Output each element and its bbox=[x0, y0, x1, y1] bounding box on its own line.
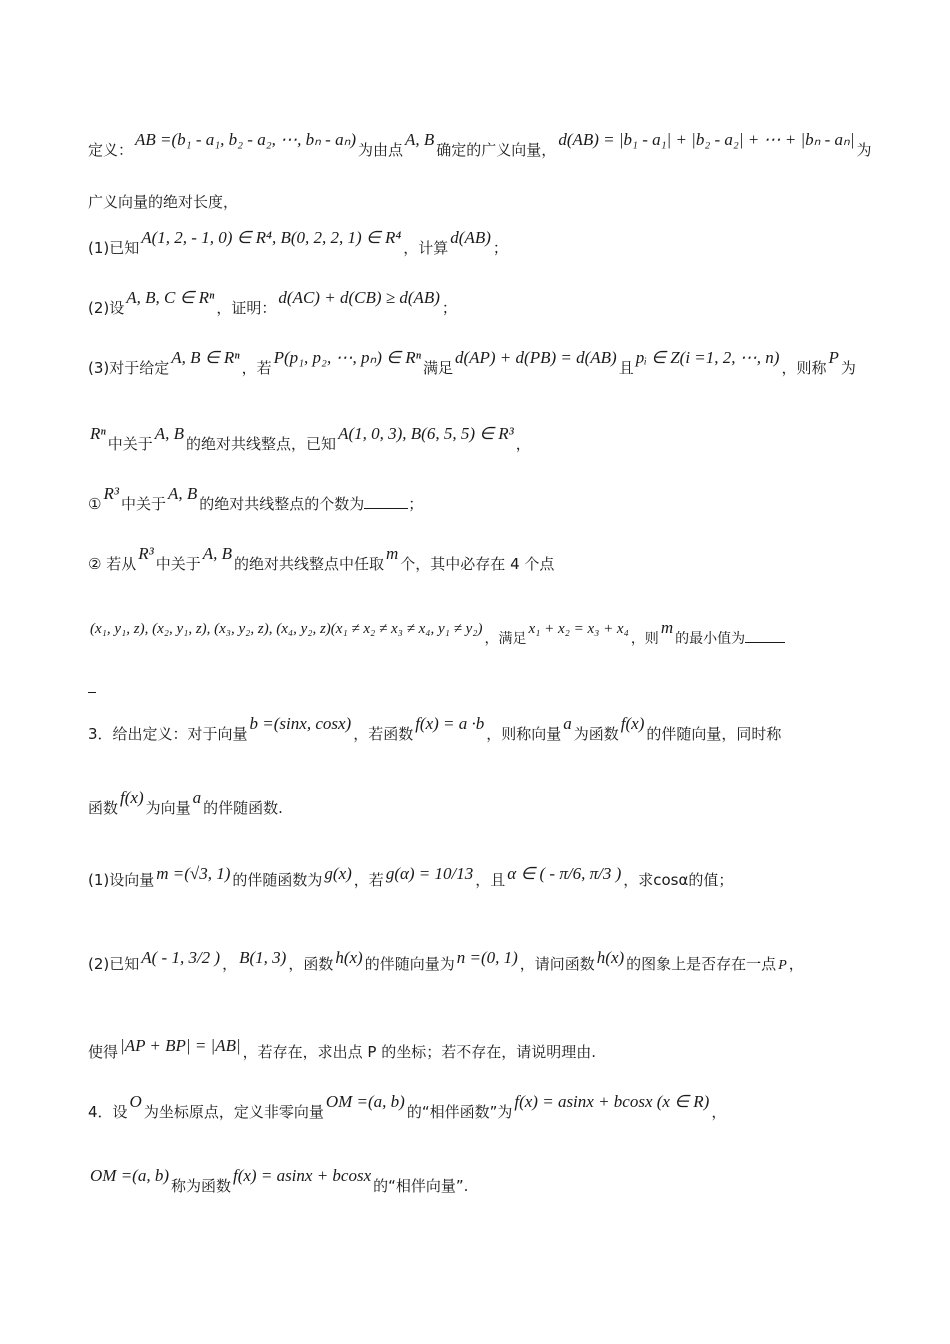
math: R³ bbox=[138, 544, 154, 563]
math: Rⁿ bbox=[90, 424, 106, 443]
text: ，若函数 bbox=[353, 725, 414, 743]
math-set: A, B, C ∈ Rⁿ bbox=[126, 288, 215, 307]
text: 的“相伴向量”. bbox=[373, 1177, 469, 1195]
text: 中关于 bbox=[107, 435, 153, 453]
question-3-part-1 bbox=[88, 484, 880, 516]
text: 且 bbox=[618, 359, 634, 377]
text: 的伴随向量，同时称 bbox=[646, 725, 782, 743]
math-fraction: g(α) = 10/13 bbox=[385, 864, 474, 883]
math: f(x) = a ·b bbox=[415, 714, 485, 733]
text: ， bbox=[711, 1103, 727, 1121]
text: 的绝对共线整点，已知 bbox=[186, 435, 337, 453]
math: R³ bbox=[103, 484, 119, 503]
math: B(1, 3) bbox=[239, 948, 287, 967]
problem-3-question-2 bbox=[88, 948, 880, 978]
problem-3-continuation bbox=[88, 788, 880, 820]
math: a bbox=[192, 788, 202, 807]
text: ， bbox=[222, 955, 238, 973]
text: 为 bbox=[840, 359, 856, 377]
text: ； bbox=[492, 239, 508, 257]
math-points: A, B bbox=[405, 130, 435, 149]
answer-blank bbox=[745, 628, 785, 643]
math: A, B ∈ Rⁿ bbox=[171, 348, 240, 367]
math: d(AP) + d(PB) = d(AB) bbox=[454, 348, 617, 367]
text: 的伴随函数. bbox=[203, 799, 283, 817]
answer-blank-tail bbox=[88, 678, 96, 693]
problem-lead: 3．给出定义：对于向量 bbox=[88, 725, 248, 743]
text: 的绝对共线整点中任取 bbox=[234, 555, 385, 573]
text: 中关于 bbox=[155, 555, 201, 573]
text: ，若存在，求出点 P 的坐标；若不存在，请说明理由. bbox=[242, 1043, 597, 1061]
math-absolute-length: d(AB) = |b₁ - a₁| + |b₂ - a₂| + ⋯ + |bₙ - aₙ| bbox=[558, 130, 855, 149]
math: b =(sinx, cosx) bbox=[249, 714, 352, 733]
text: 的绝对共线整点的个数为 bbox=[199, 495, 365, 513]
math: OM =(a, b) bbox=[90, 1166, 169, 1185]
math: h(x) bbox=[596, 948, 625, 967]
text: ； bbox=[441, 299, 457, 317]
math: f(x) bbox=[620, 714, 645, 733]
question-lead: (2)设 bbox=[88, 299, 125, 317]
answer-blank bbox=[364, 494, 408, 509]
question-3-part-2 bbox=[88, 544, 880, 576]
math: m =(√3, 1) bbox=[156, 864, 231, 883]
problem-3 bbox=[88, 714, 880, 746]
math: P bbox=[828, 348, 839, 367]
text: 为坐标原点，定义非零向量 bbox=[143, 1103, 324, 1121]
math: m bbox=[660, 618, 674, 637]
math: pᵢ ∈ Z(i =1, 2, ⋯, n) bbox=[635, 348, 780, 367]
problem-4 bbox=[88, 1092, 880, 1124]
circled-number: ① bbox=[88, 495, 102, 513]
math: f(x) = asinx + bcosx (x ∈ R) bbox=[514, 1092, 710, 1111]
math: f(x) = asinx + bcosx bbox=[233, 1166, 372, 1185]
question-2 bbox=[88, 288, 880, 320]
text: ，函数 bbox=[288, 955, 334, 973]
text: 使得 bbox=[88, 1043, 119, 1061]
text: 为函数 bbox=[573, 725, 619, 743]
text: ，计算 bbox=[403, 239, 449, 257]
math: a bbox=[563, 714, 572, 733]
problem-4-continuation bbox=[88, 1166, 880, 1198]
text: ，则称 bbox=[781, 359, 827, 377]
text: 中关于 bbox=[120, 495, 166, 513]
math-points-given: A(1, 2, - 1, 0) ∈ R⁴, B(0, 2, 2, 1) ∈ R⁴ bbox=[141, 228, 402, 247]
text: ，若 bbox=[353, 871, 384, 889]
text: 称为函数 bbox=[170, 1177, 231, 1195]
circled-number: ② 若从 bbox=[88, 555, 137, 573]
text: ，证明： bbox=[216, 299, 277, 317]
math: A, B bbox=[154, 424, 185, 443]
math: A( - 1, 3/2 ) bbox=[141, 948, 221, 967]
problem-3-question-2-continuation bbox=[88, 1036, 880, 1064]
question-lead: (3)对于给定 bbox=[88, 359, 170, 377]
text: ，请问函数 bbox=[519, 955, 595, 973]
text: ， bbox=[515, 435, 531, 453]
math-points-list: (x₁, y₁, z), (x₂, y₁, z), (x₃, y₂, z), (x₄, y₂, z)(x₁ ≠ x₂ ≠ x₃ ≠ x₄, y₁ ≠ y₂) bbox=[90, 621, 483, 637]
blank-continuation bbox=[88, 676, 880, 700]
text: 广义向量的绝对长度， bbox=[88, 193, 239, 211]
text: ，若 bbox=[241, 359, 272, 377]
question-3 bbox=[88, 348, 880, 380]
definition-continuation bbox=[88, 190, 880, 214]
question-lead: (2)已知 bbox=[88, 955, 140, 973]
question-3-continuation bbox=[88, 424, 880, 456]
text: 的伴随函数为 bbox=[232, 871, 323, 889]
math: |AP + BP| = |AB| bbox=[120, 1036, 241, 1055]
math: A, B bbox=[167, 484, 198, 503]
text: 为 bbox=[856, 141, 872, 159]
math: h(x) bbox=[335, 948, 363, 967]
text: 函数 bbox=[88, 799, 119, 817]
math: P bbox=[778, 958, 787, 973]
definition-lead: 定义： bbox=[88, 141, 134, 159]
text: ； bbox=[408, 495, 424, 513]
text: ，且 bbox=[475, 871, 506, 889]
problem-3-question-1 bbox=[88, 864, 880, 892]
math: m bbox=[386, 544, 399, 563]
definition-line bbox=[88, 130, 880, 162]
math: n =(0, 1) bbox=[456, 948, 518, 967]
text: 确定的广义向量， bbox=[436, 141, 557, 159]
math: A(1, 0, 3), B(6, 5, 5) ∈ R³ bbox=[338, 424, 514, 443]
text: ，则称向量 bbox=[486, 725, 562, 743]
text: 的“相伴函数”为 bbox=[406, 1103, 513, 1121]
text: 个，其中必存在 4 个点 bbox=[400, 555, 555, 573]
text: ， bbox=[788, 955, 804, 973]
text: ，则 bbox=[630, 631, 659, 647]
math-interval: α ∈ ( - π/6, π/3 ) bbox=[507, 864, 622, 883]
text: ，满足 bbox=[484, 631, 527, 647]
math: x₁ + x₂ = x₃ + x₄ bbox=[528, 621, 629, 637]
math: OM =(a, b) bbox=[325, 1092, 405, 1111]
math: f(x) bbox=[120, 788, 144, 807]
question-3-part-2-condition bbox=[88, 618, 880, 651]
text: 为由点 bbox=[358, 141, 404, 159]
math: g(x) bbox=[324, 864, 352, 883]
text: 的最小值为 bbox=[675, 631, 746, 647]
question-1 bbox=[88, 228, 880, 260]
text: 的图象上是否存在一点 bbox=[626, 955, 777, 973]
text: 满足 bbox=[422, 359, 453, 377]
math: O bbox=[129, 1092, 142, 1111]
question-lead: (1)已知 bbox=[88, 239, 140, 257]
problem-lead: 4．设 bbox=[88, 1103, 128, 1121]
math: A, B bbox=[202, 544, 232, 563]
math: P(p₁, p₂, ⋯, pₙ) ∈ Rⁿ bbox=[273, 348, 421, 367]
math-generalized-vector: AB =(b₁ - a₁, b₂ - a₂, ⋯, bₙ - aₙ) bbox=[135, 130, 356, 149]
math-d-ab: d(AB) bbox=[450, 228, 491, 247]
text: 为向量 bbox=[145, 799, 191, 817]
text: 的伴随向量为 bbox=[364, 955, 455, 973]
math-inequality: d(AC) + d(CB) ≥ d(AB) bbox=[278, 288, 440, 307]
text: ，求cosα的值； bbox=[623, 871, 734, 889]
question-lead: (1)设向量 bbox=[88, 871, 155, 889]
